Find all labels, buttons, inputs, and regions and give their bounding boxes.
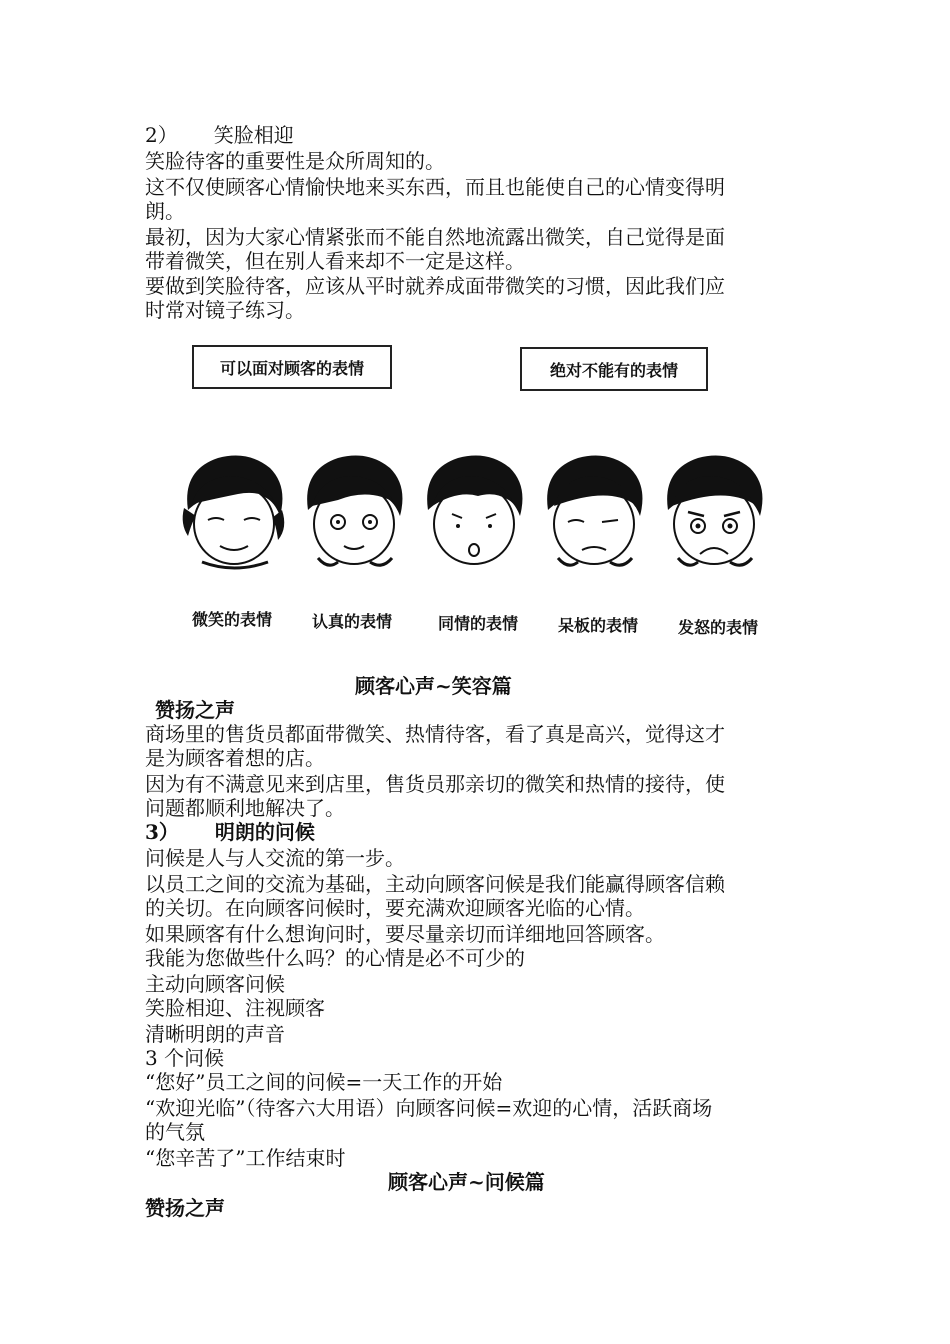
praise-heading: 赞扬之声 bbox=[145, 1196, 225, 1220]
blank-face-illustration bbox=[538, 450, 650, 570]
list-item: “欢迎光临”（待客六大用语）向顾客问候=欢迎的心情，活跃商场 bbox=[145, 1096, 713, 1120]
serious-face-illustration bbox=[298, 450, 410, 570]
caption-smiling: 微笑的表情 bbox=[192, 610, 273, 629]
section-title-greeting: 顾客心声~问候篇 bbox=[388, 1170, 545, 1194]
paragraph: 商场里的售货员都面带微笑、热情待客，看了真是高兴，觉得这才 bbox=[145, 722, 725, 746]
caption-angry: 发怒的表情 bbox=[678, 618, 759, 637]
paragraph: 最初，因为大家心情紧张而不能自然地流露出微笑，自己觉得是面 bbox=[145, 225, 725, 249]
list-item: 主动向顾客问候 bbox=[145, 972, 285, 996]
smiling-face-illustration bbox=[178, 450, 290, 570]
list-item: 笑脸相迎、注视顾客 bbox=[145, 996, 325, 1020]
section-number: 2） bbox=[145, 123, 178, 147]
list-item: “您辛苦了”工作结束时 bbox=[145, 1146, 346, 1170]
paragraph: 时常对镜子练习。 bbox=[145, 298, 305, 322]
allowed-expressions-label: 可以面对顾客的表情 bbox=[192, 345, 392, 389]
list-item: 3 个问候 bbox=[145, 1046, 225, 1070]
caption-blank: 呆板的表情 bbox=[558, 616, 639, 635]
paragraph: 朗。 bbox=[145, 199, 185, 223]
paragraph: 这不仅使顾客心情愉快地来买东西，而且也能使自己的心情变得明 bbox=[145, 175, 725, 199]
angry-face-illustration bbox=[658, 450, 770, 570]
section-number: 3） bbox=[145, 820, 179, 844]
caption-sympathetic: 同情的表情 bbox=[438, 614, 519, 633]
paragraph: 问题都顺利地解决了。 bbox=[145, 796, 345, 820]
section-title: 笑脸相迎 bbox=[213, 123, 294, 147]
paragraph: 如果顾客有什么想询问时，要尽量亲切而详细地回答顾客。 bbox=[145, 922, 665, 946]
section-title-smile: 顾客心声~笑容篇 bbox=[355, 674, 512, 698]
list-item: 的气氛 bbox=[145, 1120, 205, 1144]
list-item: “您好”员工之间的问候=一天工作的开始 bbox=[145, 1070, 503, 1094]
paragraph: 笑脸待客的重要性是众所周知的。 bbox=[145, 149, 445, 173]
paragraph: 以员工之间的交流为基础，主动向顾客问候是我们能赢得顾客信赖 bbox=[145, 872, 725, 896]
expressions-figure bbox=[170, 335, 790, 665]
sympathetic-face-illustration bbox=[418, 450, 530, 570]
section-3-heading bbox=[145, 820, 315, 844]
paragraph: 我能为您做些什么吗？的心情是必不可少的 bbox=[145, 946, 525, 970]
paragraph: 是为顾客着想的店。 bbox=[145, 746, 325, 770]
paragraph: 因为有不满意见来到店里，售货员那亲切的微笑和热情的接待，使 bbox=[145, 772, 725, 796]
section-title: 明朗的问候 bbox=[214, 820, 315, 844]
praise-heading: 赞扬之声 bbox=[155, 698, 235, 722]
paragraph: 要做到笑脸待客，应该从平时就养成面带微笑的习惯，因此我们应 bbox=[145, 274, 725, 298]
paragraph: 带着微笑，但在别人看来却不一定是这样。 bbox=[145, 249, 525, 273]
list-item: 清晰明朗的声音 bbox=[145, 1022, 285, 1046]
caption-serious: 认真的表情 bbox=[312, 612, 393, 631]
paragraph: 的关切。在向顾客问候时，要充满欢迎顾客光临的心情。 bbox=[145, 896, 645, 920]
forbidden-expressions-label: 绝对不能有的表情 bbox=[520, 347, 708, 391]
section-2-heading bbox=[145, 123, 294, 147]
paragraph: 问候是人与人交流的第一步。 bbox=[145, 846, 405, 870]
